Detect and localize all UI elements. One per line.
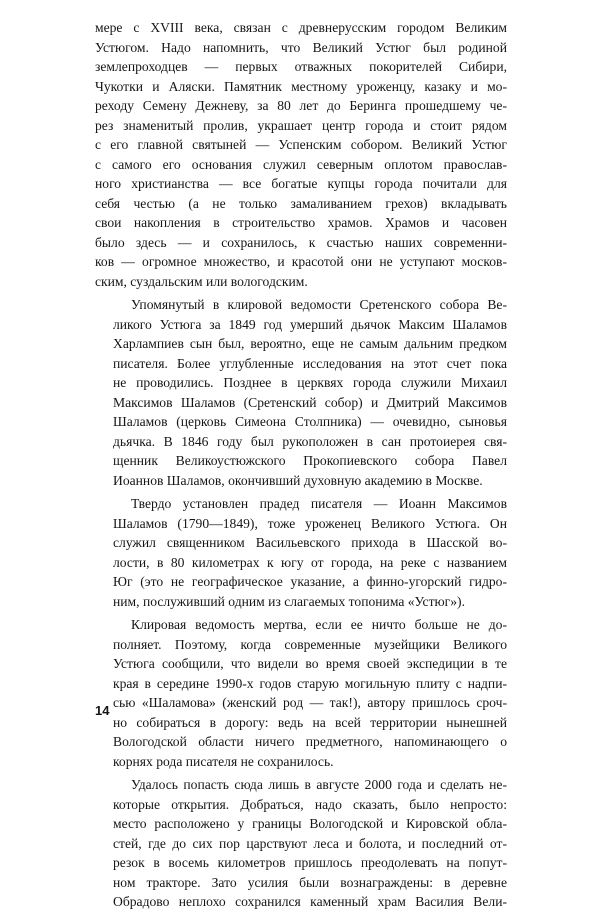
text-line: землепроходцев — первых отважных покорителей Сибири, bbox=[95, 59, 507, 74]
text-line: ликого Устюга за 1849 год умерший дьячок Максим Шаламов bbox=[113, 316, 507, 332]
text-line: сью «Шаламова» (женский род — так!), автору пришлось сроч- bbox=[113, 695, 507, 710]
text-line: Шаламов (1790—1849), тоже уроженец Великого Устюга. Он bbox=[113, 515, 507, 531]
text-line: Вологодской области ничего предметного, напоминающего о bbox=[113, 734, 507, 749]
text-line: ним, послуживший одним из слагаемых топонима «Устюг»). bbox=[113, 593, 465, 609]
text-line: корнях рода писателя не сохранилось. bbox=[113, 753, 334, 769]
text-line: лости, в 80 километрах к югу от города, на реке с названием bbox=[113, 554, 507, 570]
paragraph-4 bbox=[95, 615, 507, 771]
text-line: мере с XVIII века, связан с древнерусским городом Великим bbox=[95, 20, 507, 35]
text-line: с его главной святыней — Успенским собором. Великий Устюг bbox=[95, 137, 507, 152]
text-line: щенник Великоустюжского Прокопиевского собора Павел bbox=[113, 453, 507, 468]
text-line: Устюгом. Надо напомнить, что Великий Устюг был родиной bbox=[95, 39, 507, 55]
text-line: с самого его основания служил северным оплотом православ- bbox=[95, 156, 507, 172]
text-line: резок в восемь километров пришлось преодолевать на попут- bbox=[113, 855, 507, 870]
text-line: Юг (это не географическое указание, а финно-угорский гидро- bbox=[113, 574, 507, 589]
text-line: Удалось попасть сюда лишь в августе 2000 года и сделать не- bbox=[131, 777, 507, 792]
text-line: Упомянутый в клировой ведомости Сретенского собора Ве- bbox=[131, 297, 507, 312]
text-line: Твердо установлен прадед писателя — Иоанн Максимов bbox=[131, 496, 507, 511]
text-line: ков — огромное множество, и красотой они не уступают москов- bbox=[95, 254, 507, 269]
text-line: писателя. Более углубленные исследования на этот счет пока bbox=[113, 355, 507, 371]
paragraph-2 bbox=[95, 295, 507, 490]
text-line: не проводились. Позднее в церквях города служили Михаил bbox=[113, 375, 507, 390]
text-line: полняет. Поэтому, когда современные музейщики Великого bbox=[113, 636, 507, 652]
text-line: Максимов Шаламов (Сретенский собор) и Дмитрий Максимов bbox=[113, 394, 507, 410]
text-line: которые открытия. Добраться, надо сказать, было непросто: bbox=[113, 796, 507, 812]
text-line: Клировая ведомость мертва, если ее ничто больше не до- bbox=[131, 617, 507, 632]
text-line: Чукотки и Аляски. Памятник местному уроженцу, казаку и мо- bbox=[95, 78, 507, 94]
text-line: реходу Семену Дежневу, за 80 лет до Беринга прошедшему че- bbox=[95, 98, 507, 113]
text-line: но собираться в дорогу: ведь на всей территории нынешней bbox=[113, 714, 507, 730]
book-page bbox=[95, 18, 507, 916]
text-line: края в середине 1990-х годов старую могильную плиту с надпи- bbox=[113, 675, 507, 691]
text-line: служил священником Васильевского прихода в Шасской во- bbox=[113, 535, 507, 550]
text-line: Устюга сообщили, что видели во время своей экспедиции в те bbox=[113, 656, 507, 671]
text-line: Иоаннов Шаламов, окончивший духовную академию в Москве. bbox=[113, 472, 483, 488]
text-line: дьячка. В 1846 году был рукоположен в сан протоиерея свя- bbox=[113, 433, 507, 449]
text-line: ским, суздальским или вологодским. bbox=[95, 273, 308, 289]
paragraph-5 bbox=[95, 775, 507, 912]
text-line: рез знаменитый пролив, украшает центр города и стоит рядом bbox=[95, 117, 507, 133]
paragraph-1 bbox=[95, 18, 507, 291]
text-line: свои накопления в строительство храмов. Храмов и часовен bbox=[95, 215, 507, 230]
text-line: Харлампиев сын был, вероятно, еще не самым дальним предком bbox=[113, 336, 507, 351]
text-line: себя честью (а не только замаливанием грехов) вкладывать bbox=[95, 195, 507, 211]
page-number: 14 bbox=[95, 703, 110, 718]
text-line: стей, где до сих пор царствуют леса и болота, и последний от- bbox=[113, 835, 507, 851]
text-line: место расположено у границы Вологодской и Кировской обла- bbox=[113, 816, 507, 831]
text-line: ном тракторе. Зато усилия были вознаграждены: в деревне bbox=[113, 874, 507, 890]
paragraph-3 bbox=[95, 494, 507, 611]
text-line: Шаламов (церковь Симеона Столпника) — очевидно, сыновья bbox=[113, 414, 507, 429]
text-line: ного христианства — все богатые купцы города почитали для bbox=[95, 176, 507, 191]
text-line: было здесь — и сохранилось, к счастью наших современни- bbox=[95, 234, 507, 250]
text-line: Обрадово неплохо сохранился каменный храм Василия Вели- bbox=[113, 894, 507, 909]
